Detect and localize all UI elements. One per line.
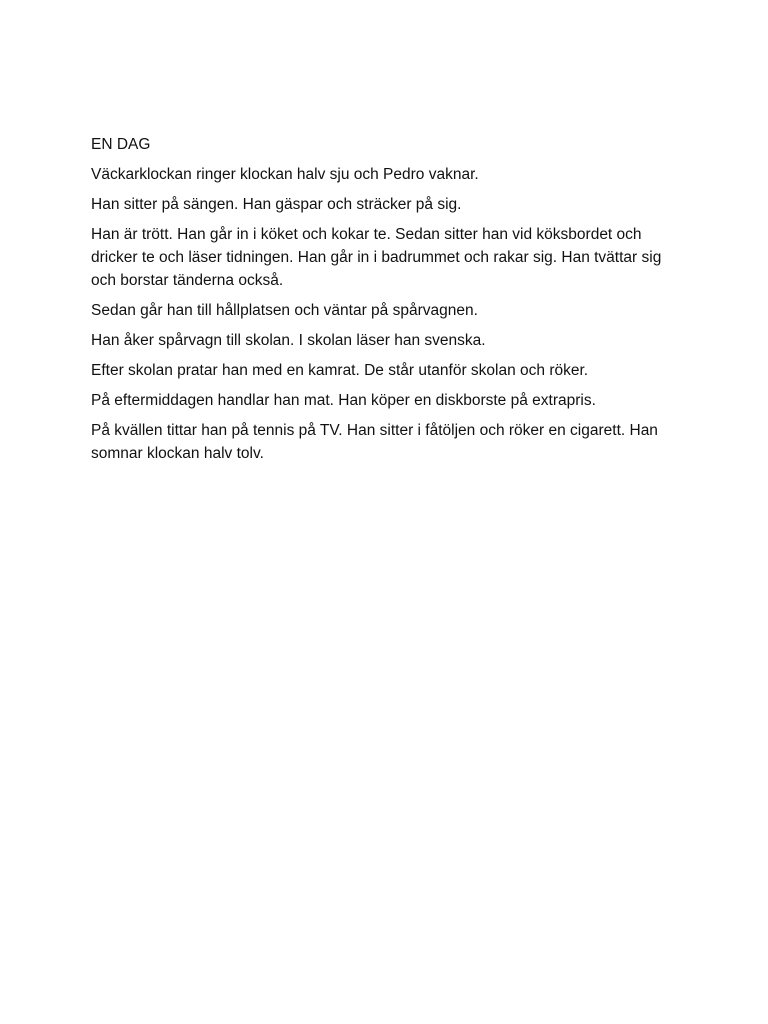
- paragraph-5: Han åker spårvagn till skolan. I skolan läser han svenska.: [91, 332, 486, 349]
- paragraph-1: Väckarklockan ringer klockan halv sju och Pedro vaknar.: [91, 166, 479, 183]
- paragraph-2: Han sitter på sängen. Han gäspar och sträcker på sig.: [91, 196, 462, 213]
- paragraph-6: Efter skolan pratar han med en kamrat. De står utanför skolan och röker.: [91, 362, 589, 379]
- paragraph-7: På eftermiddagen handlar han mat. Han köper en diskborste på extrapris.: [91, 392, 596, 409]
- document-title: EN DAG: [91, 136, 151, 153]
- paragraph-3: Han är trött. Han går in i köket och kokar te. Sedan sitter han vid köksbordet och dricker te och läser tidningen. Han går in i badrummet och rakar sig. Han tvättar sig och borstar tänderna också.: [91, 226, 662, 289]
- document-body: [91, 133, 681, 472]
- paragraph-4: Sedan går han till hållplatsen och väntar på spårvagnen.: [91, 302, 478, 319]
- paragraph-8: På kvällen tittar han på tennis på TV. Han sitter i fåtöljen och röker en cigarett. Han somnar klockan halv tolv.: [91, 422, 658, 462]
